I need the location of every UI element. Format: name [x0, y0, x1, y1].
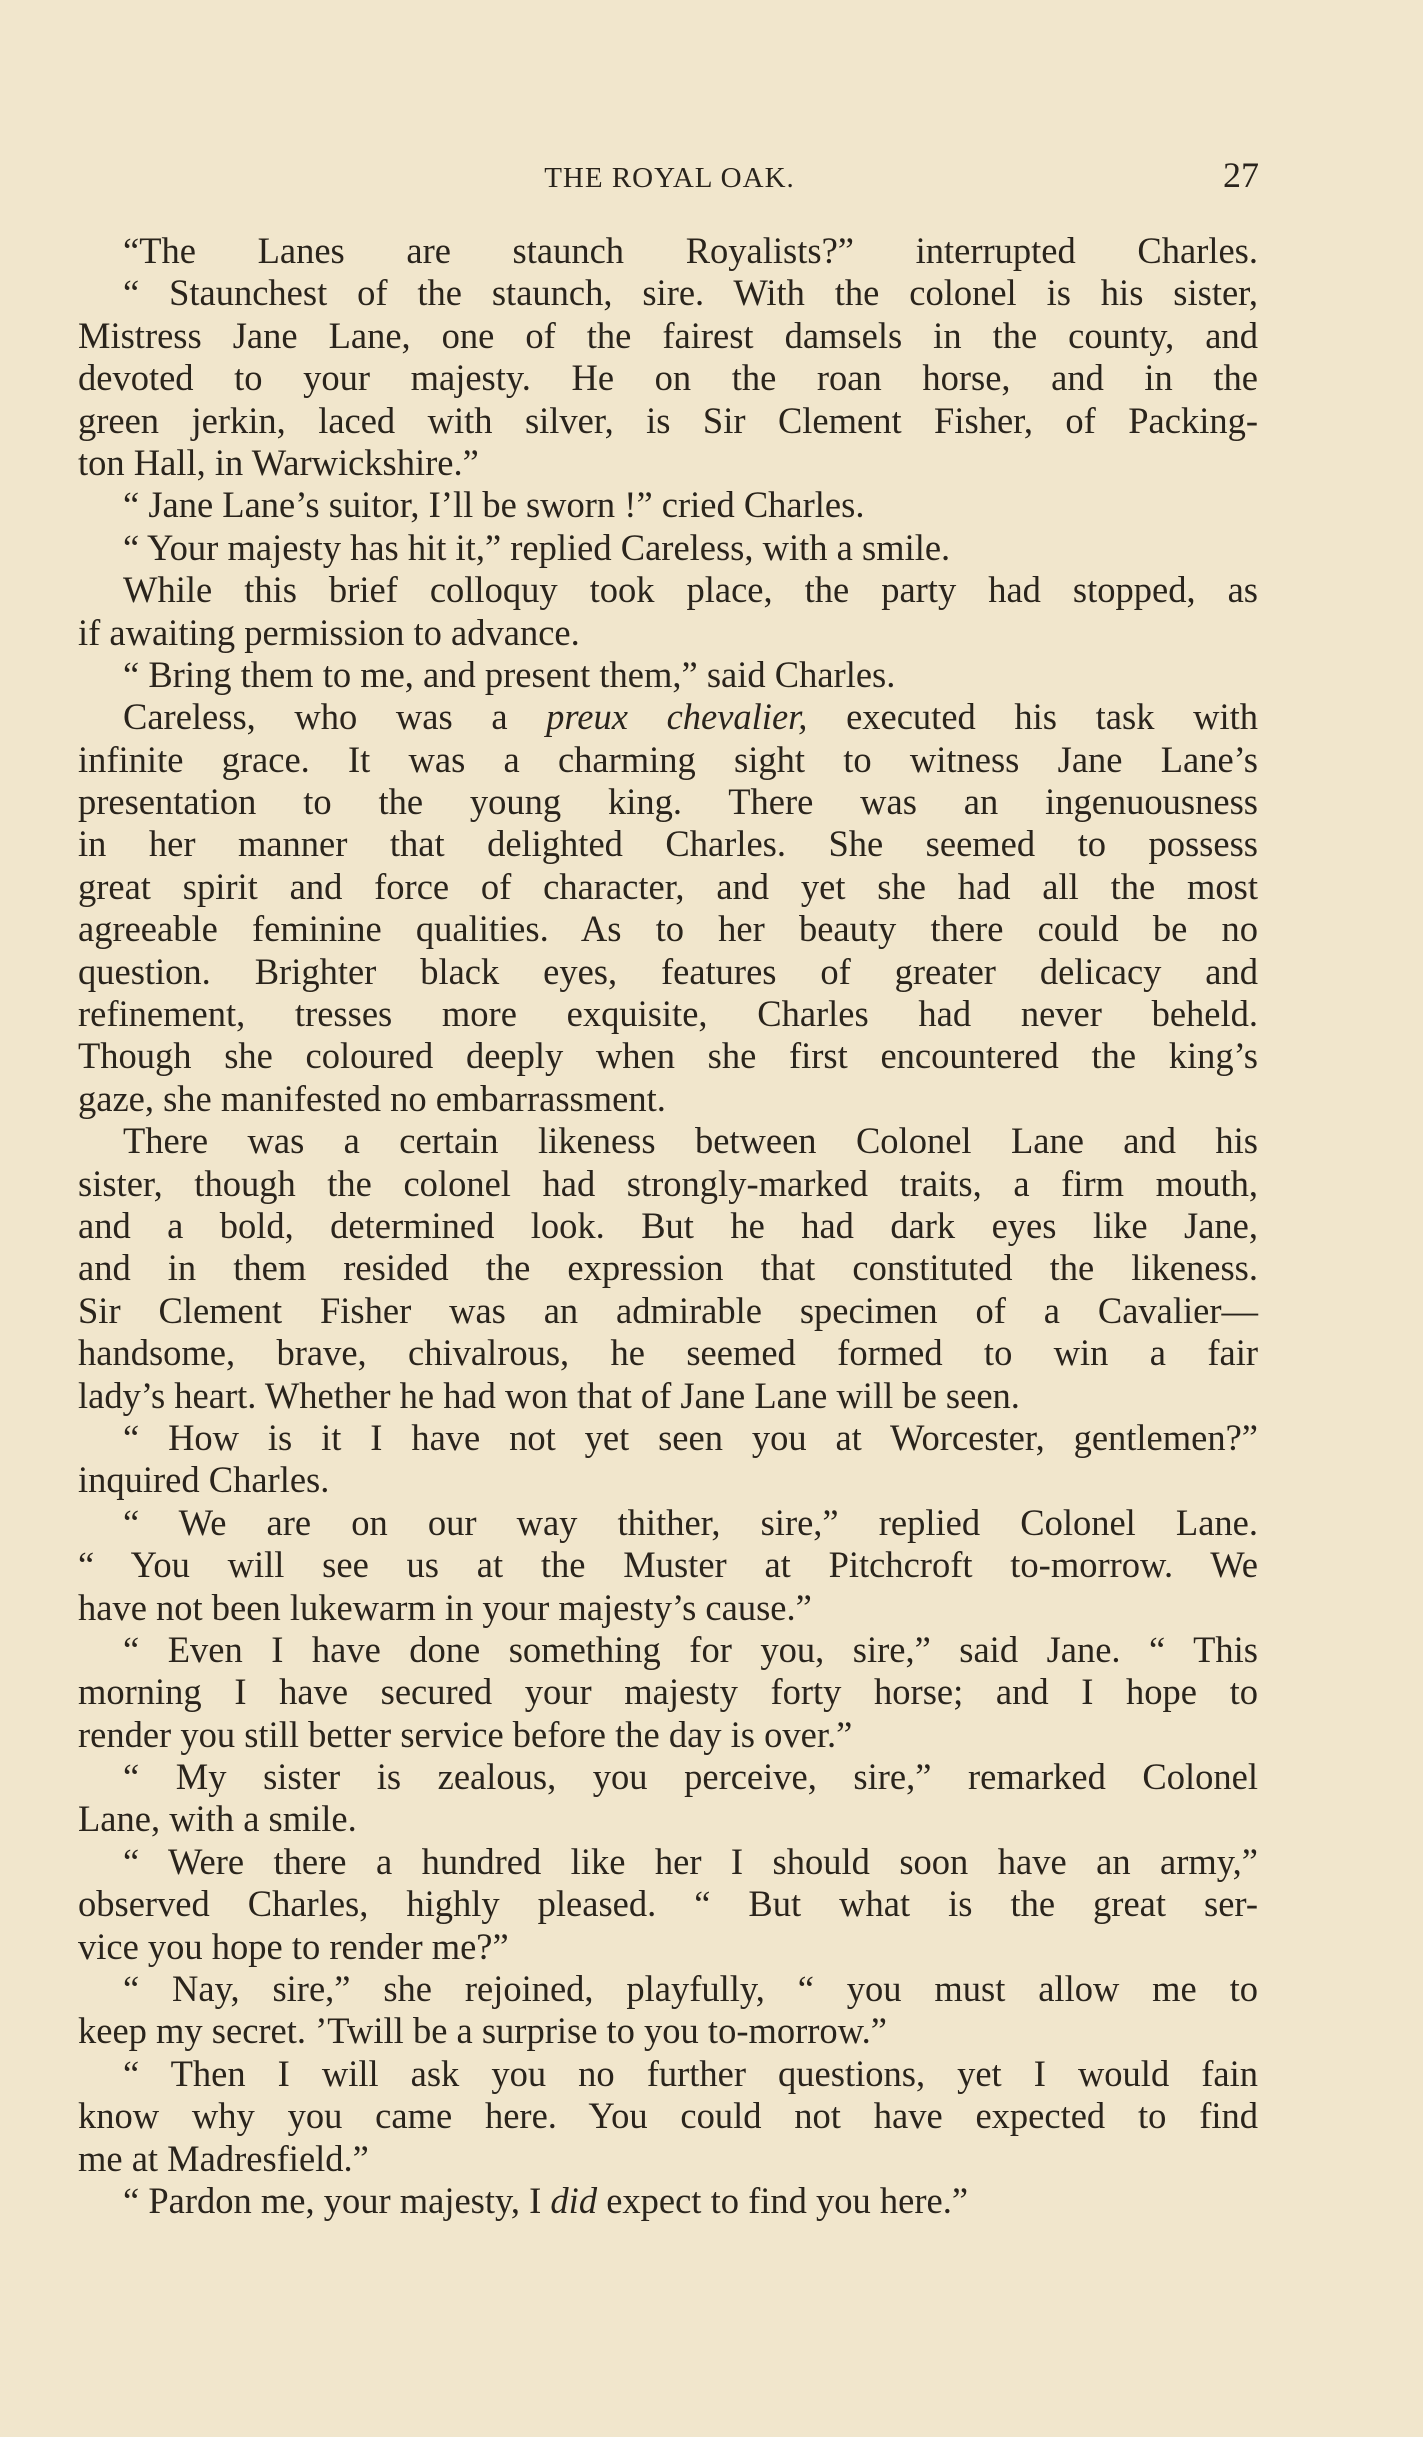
- text-line: vice you hope to render me?”: [78, 1925, 509, 1967]
- page-number: 27: [1223, 155, 1259, 195]
- italic-phrase: preux chevalier,: [546, 696, 808, 738]
- text-line: presentation to the young king. There was an ingenuousness: [78, 781, 1258, 823]
- text-line: “ Even I have done something for you, sire,” said Jane. “ This: [123, 1628, 1258, 1670]
- text-line: and a bold, determined look. But he had dark eyes like Jane,: [78, 1204, 1258, 1246]
- text-line: “ Were there a hundred like her I should soon have an army,”: [123, 1840, 1258, 1882]
- text-line: Sir Clement Fisher was an admirable specimen of a Cavalier—: [78, 1289, 1258, 1331]
- body-text: [78, 230, 1258, 2222]
- text-line: While this brief colloquy took place, the party had stopped, as: [123, 569, 1258, 611]
- text-line: Though she coloured deeply when she first encountered the king’s: [78, 1035, 1258, 1077]
- text-line: inquired Charles.: [78, 1459, 330, 1501]
- text-line: “ How is it I have not yet seen you at Worcester, gentlemen?”: [123, 1416, 1258, 1458]
- text-line: sister, though the colonel had strongly-marked traits, a firm mouth,: [78, 1162, 1258, 1204]
- text-line: “ Your majesty has hit it,” replied Careless, with a smile.: [123, 526, 951, 568]
- text-line: great spirit and force of character, and yet she had all the most: [78, 865, 1258, 907]
- text-line: me at Madresfield.”: [78, 2137, 369, 2179]
- text-line: keep my secret. ’Twill be a surprise to you to-morrow.”: [78, 2010, 887, 2052]
- text-line: “ My sister is zealous, you perceive, sire,” remarked Colonel: [123, 1756, 1258, 1798]
- text-line: “ You will see us at the Muster at Pitchcroft to-morrow. We: [78, 1544, 1258, 1586]
- text-line: render you still better service before the day is over.”: [78, 1713, 853, 1755]
- text-line: know why you came here. You could not have expected to find: [78, 2095, 1258, 2137]
- text-line: There was a certain likeness between Colonel Lane and his: [123, 1120, 1258, 1162]
- italic-phrase: did: [550, 2179, 598, 2221]
- text-line: “ Then I will ask you no further questions, yet I would fain: [123, 2052, 1258, 2094]
- text-line: ton Hall, in Warwickshire.”: [78, 441, 479, 483]
- text-line: have not been lukewarm in your majesty’s cause.”: [78, 1586, 812, 1628]
- text-line: observed Charles, highly pleased. “ But what is the great ser-: [78, 1883, 1258, 1925]
- text-line: gaze, she manifested no embarrassment.: [78, 1077, 666, 1119]
- text-line: handsome, brave, chivalrous, he seemed formed to win a fair: [78, 1332, 1258, 1374]
- text-line: “ Nay, sire,” she rejoined, playfully, “ you must allow me to: [123, 1968, 1258, 2010]
- text-line: if awaiting permission to advance.: [78, 611, 580, 653]
- text-line: devoted to your majesty. He on the roan horse, and in the: [78, 357, 1258, 399]
- text-line: “ We are on our way thither, sire,” replied Colonel Lane.: [123, 1501, 1258, 1543]
- text-line: “ Bring them to me, and present them,” said Charles.: [123, 653, 896, 695]
- text-line: infinite grace. It was a charming sight to witness Jane Lane’s: [78, 738, 1258, 780]
- text-line: morning I have secured your majesty forty horse; and I hope to: [78, 1671, 1258, 1713]
- text-line: question. Brighter black eyes, features of greater delicacy and: [78, 950, 1258, 992]
- text-line: lady’s heart. Whether he had won that of Jane Lane will be seen.: [78, 1374, 1020, 1416]
- text-line: “ Pardon me, your majesty, I did expect to find you here.”: [123, 2179, 969, 2221]
- page-header: [80, 150, 1259, 206]
- text-line: in her manner that delighted Charles. She seemed to possess: [78, 823, 1258, 865]
- text-line: Lane, with a smile.: [78, 1798, 357, 1840]
- text-line: and in them resided the expression that constituted the likeness.: [78, 1247, 1258, 1289]
- text-line: “ Jane Lane’s suitor, I’ll be sworn !” cried Charles.: [123, 484, 865, 526]
- text-line: refinement, tresses more exquisite, Charles had never beheld.: [78, 993, 1258, 1035]
- text-line: “ Staunchest of the staunch, sire. With the colonel is his sister,: [123, 272, 1258, 314]
- text-line: “The Lanes are staunch Royalists?” interrupted Charles.: [123, 230, 1258, 271]
- text-line: Careless, who was a preux chevalier, executed his task with: [123, 696, 1258, 738]
- text-line: Mistress Jane Lane, one of the fairest damsels in the county, and: [78, 314, 1258, 356]
- text-line: green jerkin, laced with silver, is Sir Clement Fisher, of Packing-: [78, 399, 1258, 441]
- text-line: agreeable feminine qualities. As to her beauty there could be no: [78, 908, 1258, 950]
- running-head: THE ROYAL OAK.: [544, 162, 795, 194]
